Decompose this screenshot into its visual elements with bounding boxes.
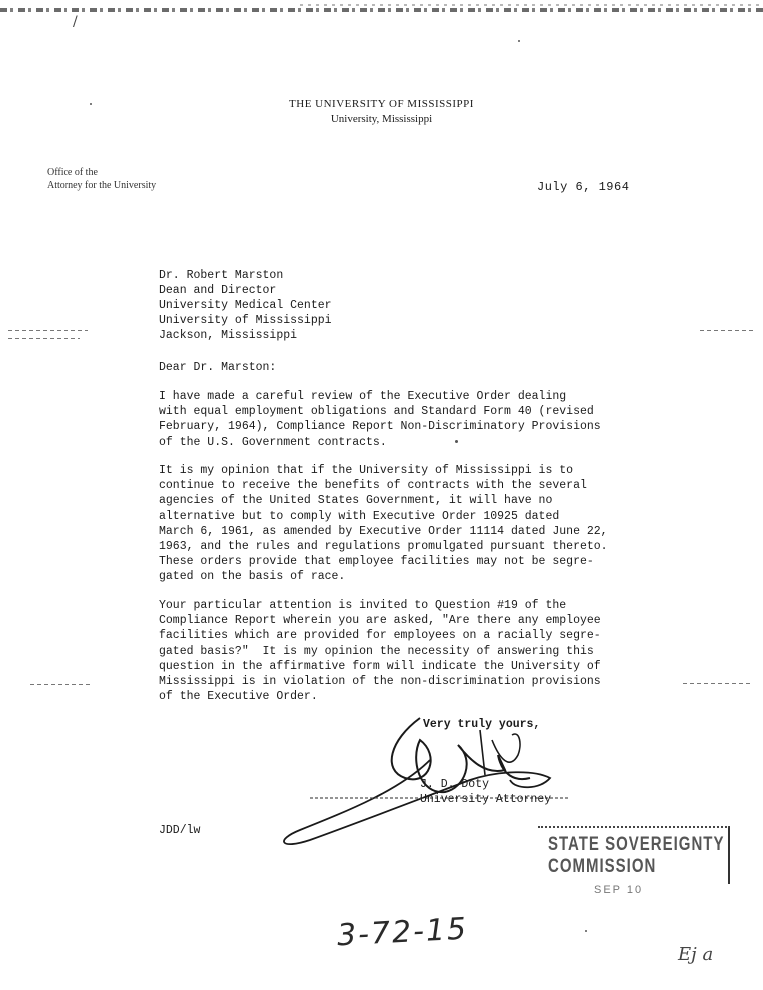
- body-paragraph: It is my opinion that if the University of Mississippi is to continue to receive the benefits of contracts with the several agencies of the United States Government, it will have no alternative but to comply with Executive Order 10925 dated March 6, 1961, as amended by Executive Order 11114 dated June 22, 1963, and the rules and regulations promulgated pursuant thereto. These orders provide that employee facilities may not be segre- gated on the basis of race.: [159, 464, 608, 584]
- recipient-name: Dr. Robert Marston: [159, 269, 284, 282]
- recipient-title: Dean and Director: [159, 284, 277, 297]
- handwritten-corner-mark: Ej a: [678, 944, 714, 965]
- office-line: Attorney for the University: [47, 180, 157, 191]
- typist-initials: JDD/lw: [159, 824, 201, 837]
- salutation: Dear Dr. Marston:: [159, 361, 277, 374]
- office-line: Office of the: [47, 167, 98, 178]
- office-block: [47, 166, 156, 192]
- handwritten-file-number: 3-72-15: [336, 911, 469, 954]
- handwritten-signature: [270, 700, 570, 850]
- margin-artifact: [8, 330, 88, 331]
- closing: Very truly yours,: [423, 718, 541, 731]
- stamp-date: SEP 10: [594, 884, 644, 896]
- signer-name: J. D. Doty: [420, 778, 490, 791]
- letter-date: July 6, 1964: [537, 180, 630, 194]
- signer-title: University Attorney: [420, 793, 552, 806]
- recipient-address: [159, 268, 332, 343]
- body-paragraph: I have made a careful review of the Executive Order dealing with equal employment obligations and Standard Form 40 (revised February, 1964), Compliance Report Non-Discriminatory Provisions of the U.S. Government contracts.: [159, 390, 601, 449]
- scan-artifact: [0, 8, 763, 12]
- stamp-text: STATE SOVEREIGNTY COMMISSION: [548, 832, 725, 878]
- margin-artifact: [683, 683, 753, 684]
- scan-speck: [518, 40, 520, 42]
- letterhead-location: University, Mississippi: [330, 113, 433, 125]
- recipient-university: University of Mississippi: [159, 314, 332, 327]
- recipient-institution: University Medical Center: [159, 299, 332, 312]
- margin-artifact: [30, 684, 90, 685]
- scan-speck: [585, 930, 587, 932]
- margin-artifact: [8, 338, 80, 339]
- letterhead-title: THE UNIVERSITY OF MISSISSIPPI: [289, 98, 474, 110]
- recipient-city: Jackson, Mississippi: [159, 329, 298, 342]
- body-paragraph: Your particular attention is invited to Question #19 of the Compliance Report wherein you are asked, "Are there any employee facilities which are provided for employees on a racially segre- gated basis?" It is my opinion the necessity of answering this question in the affirmative form will indicate the University of Mississippi is in violation of the non-discrimination provisions of the Executive Order.: [159, 599, 601, 704]
- scan-artifact: [300, 4, 763, 6]
- margin-artifact: [700, 330, 755, 331]
- margin-mark: /: [73, 14, 78, 30]
